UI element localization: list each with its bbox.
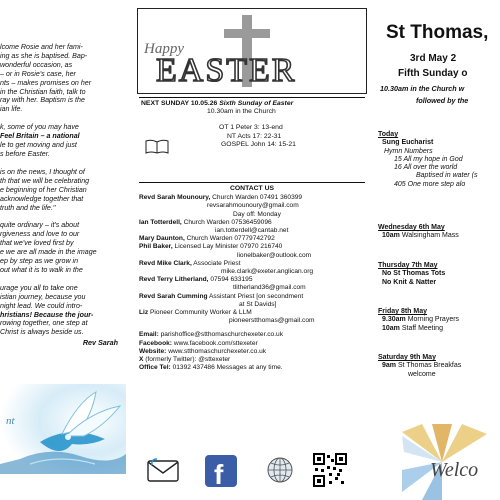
contact-email[interactable]: ian.totterdell@cantab.net: [215, 227, 289, 235]
hymn-item: Baptised in water (s: [416, 172, 478, 180]
contact-name: Ian Totterdell,: [139, 218, 182, 226]
service-date: 3rd May 2: [410, 53, 457, 64]
letter-paragraph-1: lcome Rosie and her fami- ing as she is baptised. Bap- wonderful occasion, as – or in Rosie's case, her nts – makes promises on her in the Christian faith, talk to ray with her. Baptism is the ian life.: [0, 43, 92, 114]
divider-top: [139, 97, 365, 98]
event-thursday: Thursday 7th May No St Thomas Tots No Knit & Natter: [378, 262, 446, 286]
church-title: St Thomas,: [386, 22, 489, 43]
contact-heading: CONTACT US: [229, 185, 275, 192]
event-day: Wednesday 6th May: [378, 224, 445, 231]
sunday-name: Fifth Sunday o: [398, 68, 468, 79]
next-sunday-title: Sixth Sunday of Easter: [219, 100, 294, 107]
middle-column: [137, 0, 367, 500]
letter-paragraph-2: k, some of you may have Feel Britain – a national le to get moving and just s before Easter.: [0, 123, 80, 158]
contact-email[interactable]: tlitherland36@gmail.com: [233, 284, 306, 292]
office-phone: 01392 437486 Messages at any time.: [170, 364, 283, 372]
contact-name: Revd Mike Clark,: [139, 259, 192, 267]
contact-name: Revd Sarah Mounoury,: [139, 194, 211, 202]
letter-signature: Rev Sarah: [82, 338, 118, 348]
contact-icons-row: [137, 453, 367, 493]
event-friday: Friday 8th May 9.30am Morning Prayers 10am Staff Meeting: [378, 308, 460, 332]
next-sunday-time: 10.30am in the Church: [207, 108, 276, 116]
contact-email[interactable]: mike.clark@exeter.anglican.org: [221, 268, 314, 276]
today-section: [378, 131, 477, 189]
website-globe-icon[interactable]: [265, 455, 295, 485]
event-day: Saturday 9th May: [378, 354, 436, 361]
open-book-icon: [145, 138, 169, 154]
email-envelope-icon[interactable]: [147, 457, 179, 485]
intro-line-1: 10.30am in the Church w: [380, 84, 465, 93]
event-day: Friday 8th May: [378, 308, 428, 315]
event-saturday: Saturday 9th May 9am St Thomas Breakfas welcome: [378, 354, 462, 378]
contact-name: Mary Daunton,: [139, 235, 185, 243]
contact-name: Phil Baker,: [139, 243, 173, 251]
intro-line-2: followed by the: [416, 96, 469, 105]
event-wednesday: Wednesday 6th May 10am Walsingham Mass: [378, 224, 459, 240]
reading-ot: OT 1 Peter 3: 13-end: [219, 124, 283, 132]
event-day: Thursday 7th May: [378, 262, 438, 269]
x-handle-link[interactable]: (formerly Twitter): @sttexeter: [143, 356, 231, 364]
logo-easter-text: EASTER: [156, 52, 297, 89]
next-sunday-date: NEXT SUNDAY 10.05.26: [141, 100, 218, 107]
contact-email[interactable]: revsarahmounoury@gmail.com: [207, 202, 299, 210]
next-sunday-section: [137, 100, 367, 149]
left-column-letter: [0, 0, 126, 500]
contact-email[interactable]: lionelbaker@outlook.com: [237, 251, 312, 259]
today-service: Sung Eucharist: [382, 139, 434, 147]
hymn-item: 16 All over the world: [394, 164, 458, 172]
dove-water-image: [0, 384, 126, 474]
letter-paragraph-4: quite ordinary – it's about rgiveness and love to our that we've loved first by e we are all made in the image ep by step as we grow in out what it is to walk in the: [0, 221, 97, 274]
contact-name: Liz: [139, 309, 149, 317]
website-link[interactable]: www.stthomaschurchexeter.co.uk: [166, 347, 267, 355]
facebook-icon[interactable]: [203, 453, 239, 489]
letter-paragraph-5: urage you all to take one istian journey, because you night lead. We could intro- hristians! Because the jour- rowing together, one step at Christ is always beside us.: [0, 283, 94, 337]
qr-code-icon[interactable]: [313, 453, 347, 487]
hymn-item: 405 One more step alo: [394, 180, 466, 188]
welcome-text: Welco: [430, 459, 479, 481]
divider-contacts: [139, 182, 365, 183]
letter-paragraph-3: is on the news, I thought of th that we will be celebrating e beginning of her Christian acknowledge together that truth and the life.": [0, 167, 90, 212]
contact-name: Revd Sarah Cumming: [139, 292, 208, 300]
svg-text:f: f: [214, 459, 224, 489]
dove-caption: nt: [6, 415, 15, 427]
logo-happy-text: Happy: [144, 41, 184, 57]
contact-section: CONTACT US Revd Sarah Mounoury, Church Warden 07491 360399 revsarahmounoury@gmail.com Day off: Monday Ian Totterdell, Church Warden 07536459096 ian.totterdell@cantab.net Mary Daunton, Church Warden 07779742792 Phil Baker, Licensed Lay Minister 07970 216740 lionelbaker@outlook.com Revd Mike Clark, Associate Priest mike.clark@exeter.anglican.org Revd Terry Litherland, 07594 633195 tlitherland36@gmail.com Revd Sarah Cumming Assistant Priest [on secondment at St Davids] Liz Pioneer Community Worker & LLM pioneerstthomas@gmail.com Email: parishoffice@stthomaschurchexeter.co.uk Facebook: www.facebook.com/sttexeter Website: www.stthomaschurchexeter.co.uk X (formerly Twitter): @sttexeter Office Tel: 01392 437486 Messages at any time.: [137, 185, 367, 372]
contact-name: Revd Terry Litherland,: [139, 276, 209, 284]
hymn-heading: Hymn Numbers: [384, 147, 433, 155]
right-column-schedule: [370, 0, 500, 500]
contact-email[interactable]: pioneerstthomas@gmail.com: [229, 317, 315, 325]
reading-gospel: GOSPEL John 14: 15-21: [221, 140, 296, 148]
today-heading: Today: [378, 131, 399, 138]
facebook-link[interactable]: www.facebook.com/sttexeter: [171, 339, 258, 347]
welcome-banner-image: [402, 424, 500, 500]
hymn-item: 15 All my hope in God: [394, 155, 463, 163]
reading-nt: NT Acts 17: 22-31: [227, 132, 282, 140]
happy-easter-logo: [137, 8, 367, 94]
parish-email-link[interactable]: parishoffice@stthomaschurchexeter.co.uk: [158, 331, 284, 339]
